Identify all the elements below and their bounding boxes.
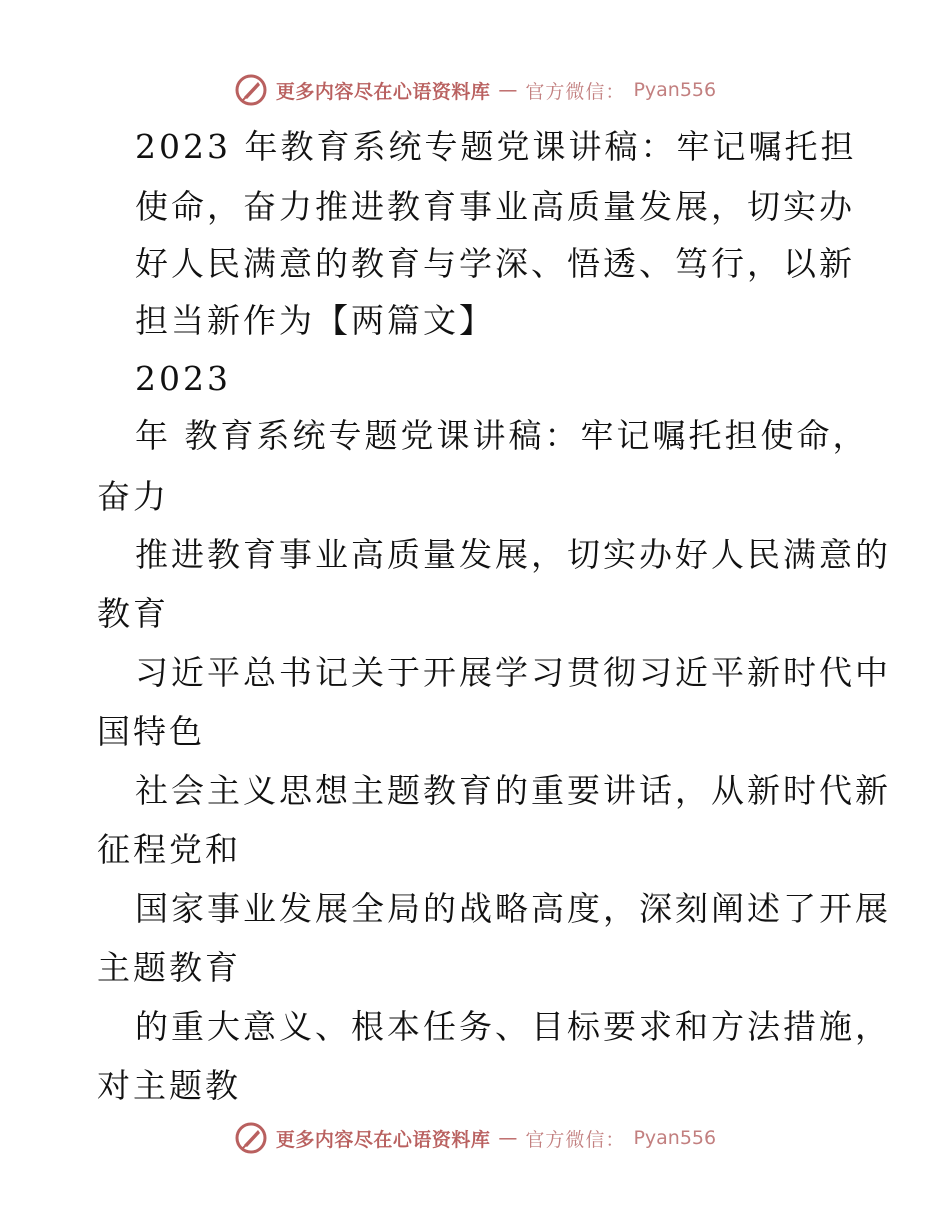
body-line-3-wrap: 主题教育 [97, 948, 241, 987]
title-line-3: 好人民满意的教育与学深、悟透、笃行，以新 [135, 244, 855, 283]
quill-logo-icon [234, 1121, 268, 1155]
subtitle-line-1: 年 教育系统专题党课讲稿：牢记嘱托担使命， [135, 416, 869, 455]
body-line-2-wrap: 征程党和 [97, 830, 241, 869]
subtitle-line-1-wrap: 奋力 [97, 477, 169, 516]
text-line-year: 2023 [135, 359, 231, 398]
watermark-site-name: 更多内容尽在心语资料库 [275, 1128, 491, 1151]
title-line-2: 使命，奋力推进教育事业高质量发展，切实办 [135, 187, 855, 226]
watermark-wechat-label: 官方微信： [525, 80, 626, 103]
watermark-wechat-label: 官方微信： [525, 1128, 626, 1151]
watermark-separator: — [498, 79, 518, 101]
watermark-wechat-id: Pyan556 [633, 1127, 717, 1149]
body-line-1: 习近平总书记关于开展学习贯彻习近平新时代中 [135, 653, 891, 692]
title-line-1: 2023 年教育系统专题党课讲稿：牢记嘱托担 [135, 127, 857, 166]
watermark-separator: — [498, 1127, 518, 1149]
body-line-1-wrap: 国特色 [97, 712, 205, 751]
body-line-4-wrap: 对主题教 [97, 1066, 241, 1105]
body-line-2: 社会主义思想主题教育的重要讲话，从新时代新 [135, 771, 891, 810]
title-line-4: 担当新作为【两篇文】 [135, 301, 495, 340]
subtitle-line-2-wrap: 教育 [97, 594, 169, 633]
subtitle-line-2: 推进教育事业高质量发展，切实办好人民满意的 [135, 535, 891, 574]
watermark-site-name: 更多内容尽在心语资料库 [275, 80, 491, 103]
watermark-wechat-id: Pyan556 [633, 79, 717, 101]
footer-watermark [0, 1118, 950, 1158]
body-line-3: 国家事业发展全局的战略高度，深刻阐述了开展 [135, 889, 891, 928]
body-line-4: 的重大意义、根本任务、目标要求和方法措施， [135, 1007, 891, 1046]
